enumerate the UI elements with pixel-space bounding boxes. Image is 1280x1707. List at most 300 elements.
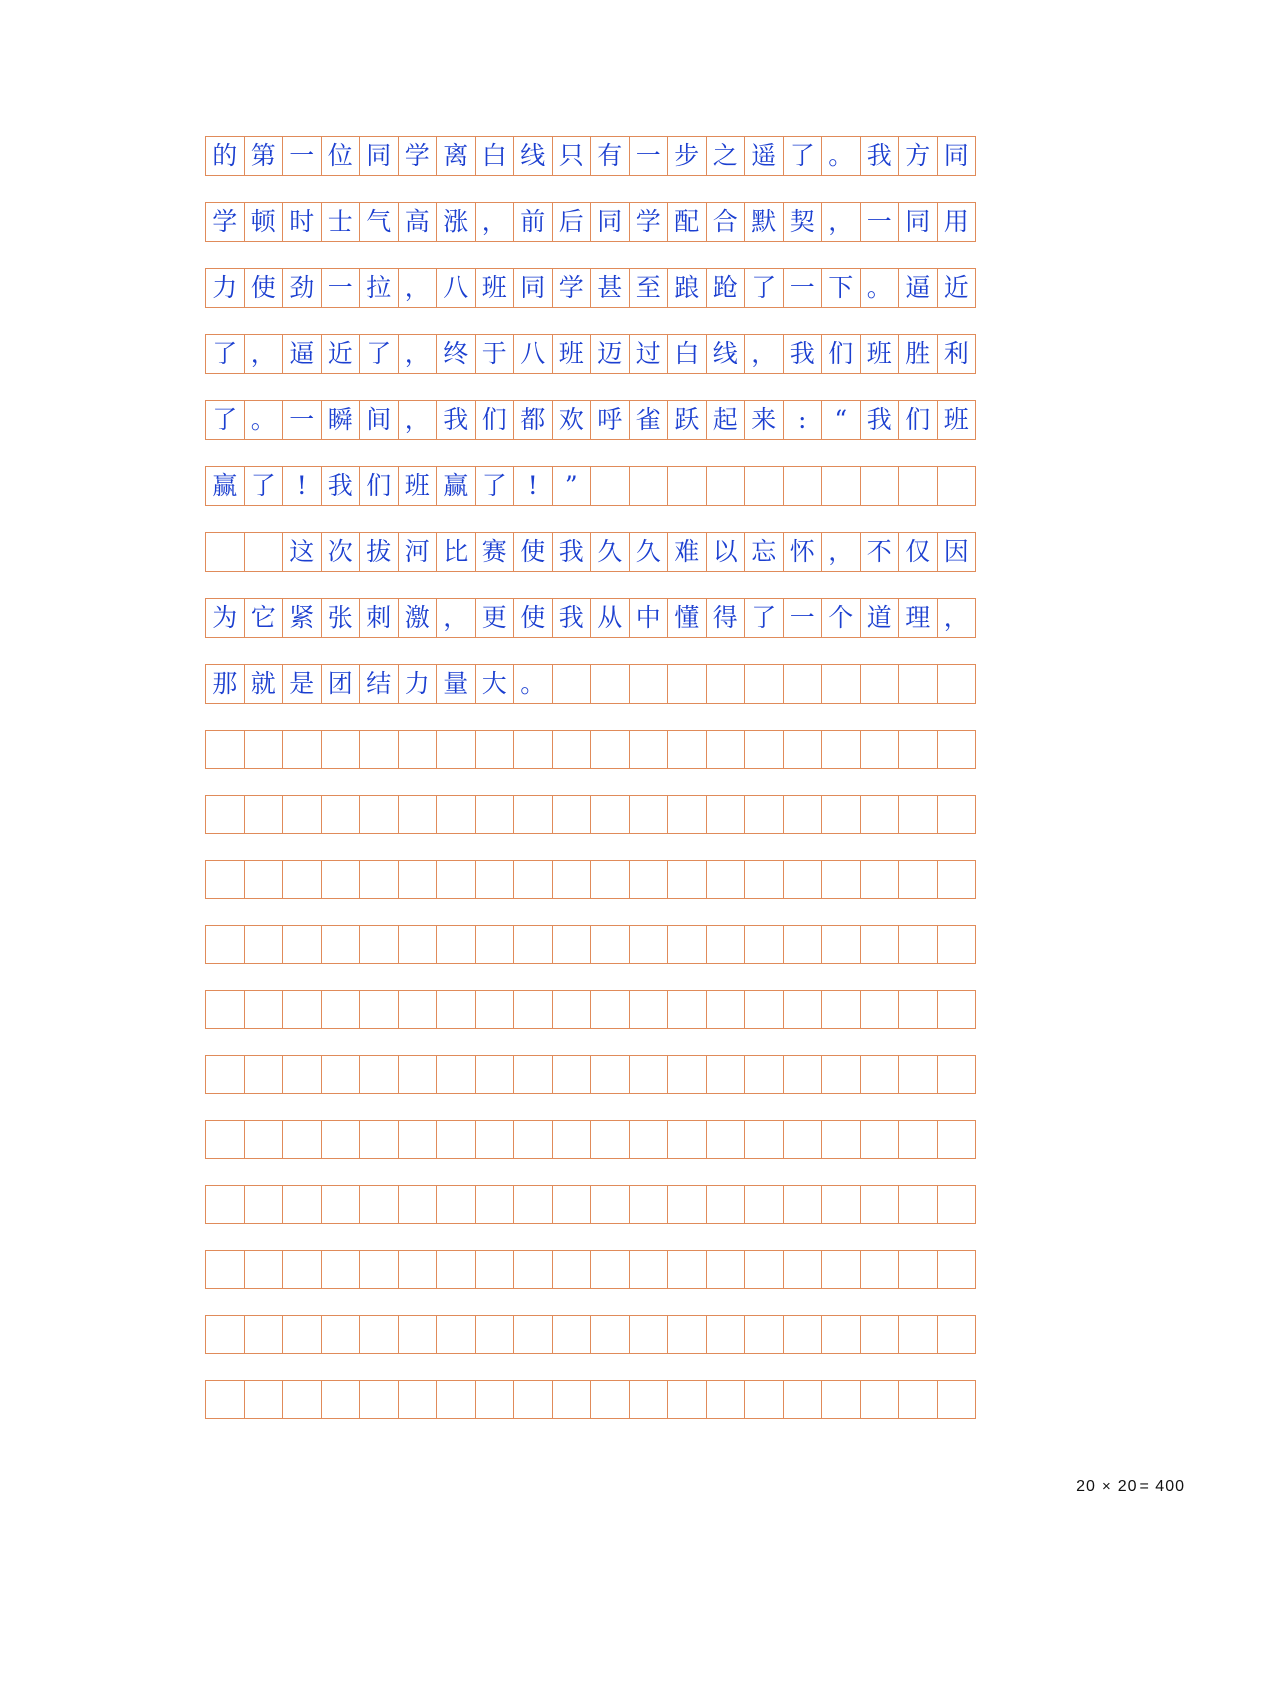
grid-cell-filled[interactable]: 结 — [360, 665, 399, 704]
grid-cell-empty[interactable] — [745, 467, 784, 506]
grid-cell-filled[interactable]: 八 — [437, 269, 476, 308]
grid-cell-empty[interactable] — [745, 926, 784, 964]
grid-cell-empty[interactable] — [321, 1316, 360, 1354]
grid-cell-filled[interactable]: 同 — [899, 203, 938, 242]
grid-cell-filled[interactable]: 的 — [206, 137, 245, 176]
grid-cell-filled[interactable]: ， — [822, 533, 861, 572]
grid-cell-empty[interactable] — [514, 1316, 553, 1354]
grid-cell-filled[interactable]: 班 — [937, 401, 976, 440]
grid-cell-empty[interactable] — [706, 1251, 745, 1289]
grid-cell-empty[interactable] — [745, 731, 784, 769]
grid-cell-filled[interactable]: 合 — [706, 203, 745, 242]
grid-cell-empty[interactable] — [398, 731, 437, 769]
grid-cell-filled[interactable]: 同 — [937, 137, 976, 176]
grid-cell-empty[interactable] — [475, 926, 514, 964]
grid-cell-filled[interactable]: 一 — [321, 269, 360, 308]
grid-cell-filled[interactable]: 线 — [514, 137, 553, 176]
grid-cell-empty[interactable] — [937, 796, 976, 834]
grid-cell-filled[interactable]: ， — [475, 203, 514, 242]
grid-cell-filled[interactable]: 比 — [437, 533, 476, 572]
grid-cell-filled[interactable]: 学 — [552, 269, 591, 308]
grid-cell-filled[interactable]: 了 — [745, 269, 784, 308]
grid-cell-empty[interactable] — [783, 731, 822, 769]
grid-cell-filled[interactable]: 一 — [283, 401, 322, 440]
grid-cell-filled[interactable]: 终 — [437, 335, 476, 374]
grid-cell-empty[interactable] — [591, 926, 630, 964]
grid-cell-empty[interactable] — [283, 796, 322, 834]
grid-cell-empty[interactable] — [514, 1056, 553, 1094]
grid-cell-filled[interactable]: 劲 — [283, 269, 322, 308]
grid-cell-filled[interactable]: 河 — [398, 533, 437, 572]
grid-cell-empty[interactable] — [899, 1056, 938, 1094]
grid-cell-empty[interactable] — [822, 1251, 861, 1289]
grid-cell-empty[interactable] — [899, 1121, 938, 1159]
grid-cell-empty[interactable] — [475, 1121, 514, 1159]
grid-cell-empty[interactable] — [668, 796, 707, 834]
grid-cell-filled[interactable]: 于 — [475, 335, 514, 374]
grid-cell-empty[interactable] — [514, 731, 553, 769]
grid-cell-filled[interactable]: 同 — [591, 203, 630, 242]
grid-cell-filled[interactable]: 近 — [937, 269, 976, 308]
grid-cell-empty[interactable] — [629, 467, 668, 506]
grid-cell-empty[interactable] — [745, 665, 784, 704]
grid-cell-filled[interactable]: 了 — [745, 599, 784, 638]
grid-cell-filled[interactable]: 我 — [437, 401, 476, 440]
grid-cell-empty[interactable] — [206, 1381, 245, 1419]
grid-cell-empty[interactable] — [899, 1381, 938, 1419]
grid-cell-empty[interactable] — [822, 467, 861, 506]
grid-cell-empty[interactable] — [514, 1381, 553, 1419]
grid-cell-filled[interactable]: 学 — [206, 203, 245, 242]
grid-cell-empty[interactable] — [321, 861, 360, 899]
grid-cell-filled[interactable]: 了 — [475, 467, 514, 506]
grid-cell-filled[interactable]: 迈 — [591, 335, 630, 374]
grid-cell-empty[interactable] — [860, 926, 899, 964]
grid-cell-empty[interactable] — [206, 731, 245, 769]
grid-cell-empty[interactable] — [437, 926, 476, 964]
grid-cell-empty[interactable] — [745, 1381, 784, 1419]
grid-cell-filled[interactable]: 得 — [706, 599, 745, 638]
grid-cell-empty[interactable] — [706, 665, 745, 704]
grid-cell-filled[interactable]: 班 — [475, 269, 514, 308]
grid-cell-empty[interactable] — [552, 861, 591, 899]
grid-cell-empty[interactable] — [706, 796, 745, 834]
grid-cell-filled[interactable]: 中 — [629, 599, 668, 638]
grid-cell-filled[interactable]: 仅 — [899, 533, 938, 572]
grid-cell-filled[interactable]: 同 — [514, 269, 553, 308]
grid-cell-empty[interactable] — [398, 861, 437, 899]
grid-cell-empty[interactable] — [206, 796, 245, 834]
grid-cell-filled[interactable]: 同 — [360, 137, 399, 176]
grid-cell-empty[interactable] — [437, 1186, 476, 1224]
grid-cell-empty[interactable] — [783, 1251, 822, 1289]
grid-cell-empty[interactable] — [783, 467, 822, 506]
grid-cell-empty[interactable] — [475, 1056, 514, 1094]
grid-cell-empty[interactable] — [591, 1316, 630, 1354]
grid-cell-filled[interactable]: 拉 — [360, 269, 399, 308]
grid-cell-filled[interactable]: 高 — [398, 203, 437, 242]
grid-cell-empty[interactable] — [360, 991, 399, 1029]
grid-cell-empty[interactable] — [937, 665, 976, 704]
grid-cell-empty[interactable] — [706, 731, 745, 769]
grid-cell-empty[interactable] — [437, 1056, 476, 1094]
grid-cell-filled[interactable]: 近 — [321, 335, 360, 374]
grid-cell-filled[interactable]: 了 — [360, 335, 399, 374]
grid-cell-empty[interactable] — [629, 991, 668, 1029]
grid-cell-empty[interactable] — [629, 1056, 668, 1094]
grid-cell-empty[interactable] — [552, 1316, 591, 1354]
grid-cell-empty[interactable] — [706, 991, 745, 1029]
grid-cell-filled[interactable]: 。 — [244, 401, 283, 440]
grid-cell-filled[interactable]: 契 — [783, 203, 822, 242]
grid-cell-empty[interactable] — [514, 1186, 553, 1224]
grid-cell-filled[interactable]: 雀 — [629, 401, 668, 440]
grid-cell-empty[interactable] — [822, 861, 861, 899]
grid-cell-empty[interactable] — [437, 1121, 476, 1159]
grid-cell-empty[interactable] — [244, 731, 283, 769]
grid-cell-empty[interactable] — [360, 731, 399, 769]
grid-cell-empty[interactable] — [860, 796, 899, 834]
grid-cell-empty[interactable] — [668, 1121, 707, 1159]
grid-cell-empty[interactable] — [360, 1381, 399, 1419]
grid-cell-filled[interactable]: 久 — [629, 533, 668, 572]
grid-cell-empty[interactable] — [398, 991, 437, 1029]
grid-cell-filled[interactable]: 一 — [283, 137, 322, 176]
grid-cell-filled[interactable]: 团 — [321, 665, 360, 704]
grid-cell-empty[interactable] — [937, 991, 976, 1029]
grid-cell-filled[interactable]: 遥 — [745, 137, 784, 176]
grid-cell-filled[interactable]: 使 — [514, 599, 553, 638]
grid-cell-empty[interactable] — [860, 1056, 899, 1094]
grid-cell-empty[interactable] — [437, 991, 476, 1029]
grid-cell-empty[interactable] — [398, 1056, 437, 1094]
grid-cell-filled[interactable]: 班 — [860, 335, 899, 374]
grid-cell-empty[interactable] — [283, 861, 322, 899]
grid-cell-empty[interactable] — [899, 926, 938, 964]
grid-cell-filled[interactable]: 配 — [668, 203, 707, 242]
grid-cell-filled[interactable]: 班 — [398, 467, 437, 506]
grid-cell-filled[interactable]: 甚 — [591, 269, 630, 308]
grid-cell-empty[interactable] — [629, 861, 668, 899]
grid-cell-empty[interactable] — [206, 1056, 245, 1094]
grid-cell-empty[interactable] — [206, 533, 245, 572]
grid-cell-empty[interactable] — [706, 467, 745, 506]
grid-cell-filled[interactable]: 一 — [629, 137, 668, 176]
grid-cell-filled[interactable]: 忘 — [745, 533, 784, 572]
grid-cell-empty[interactable] — [629, 926, 668, 964]
grid-cell-empty[interactable] — [552, 1251, 591, 1289]
grid-cell-empty[interactable] — [822, 991, 861, 1029]
grid-cell-filled[interactable]: 以 — [706, 533, 745, 572]
grid-cell-empty[interactable] — [360, 796, 399, 834]
grid-cell-empty[interactable] — [706, 861, 745, 899]
grid-cell-empty[interactable] — [591, 991, 630, 1029]
grid-cell-filled[interactable]: 怀 — [783, 533, 822, 572]
grid-cell-filled[interactable]: 久 — [591, 533, 630, 572]
grid-cell-filled[interactable]: ， — [437, 599, 476, 638]
grid-cell-filled[interactable]: 为 — [206, 599, 245, 638]
grid-cell-empty[interactable] — [899, 1251, 938, 1289]
grid-cell-empty[interactable] — [283, 1121, 322, 1159]
grid-cell-empty[interactable] — [937, 861, 976, 899]
grid-cell-empty[interactable] — [475, 1381, 514, 1419]
grid-cell-filled[interactable]: 位 — [321, 137, 360, 176]
grid-cell-filled[interactable]: 懂 — [668, 599, 707, 638]
grid-cell-empty[interactable] — [283, 991, 322, 1029]
grid-cell-empty[interactable] — [629, 796, 668, 834]
grid-cell-empty[interactable] — [822, 665, 861, 704]
grid-cell-empty[interactable] — [822, 731, 861, 769]
grid-cell-empty[interactable] — [591, 1056, 630, 1094]
grid-cell-filled[interactable]: 就 — [244, 665, 283, 704]
grid-cell-filled[interactable]: 我 — [783, 335, 822, 374]
grid-cell-empty[interactable] — [745, 1186, 784, 1224]
grid-cell-empty[interactable] — [552, 1056, 591, 1094]
grid-cell-empty[interactable] — [437, 1381, 476, 1419]
grid-cell-empty[interactable] — [860, 665, 899, 704]
grid-cell-empty[interactable] — [244, 1251, 283, 1289]
grid-cell-empty[interactable] — [629, 731, 668, 769]
grid-cell-filled[interactable]: 间 — [360, 401, 399, 440]
grid-cell-empty[interactable] — [591, 861, 630, 899]
grid-cell-empty[interactable] — [783, 796, 822, 834]
grid-cell-empty[interactable] — [783, 861, 822, 899]
grid-cell-empty[interactable] — [591, 1121, 630, 1159]
grid-cell-filled[interactable]: 来 — [745, 401, 784, 440]
grid-cell-empty[interactable] — [745, 1121, 784, 1159]
grid-cell-empty[interactable] — [668, 1186, 707, 1224]
grid-cell-filled[interactable]: 那 — [206, 665, 245, 704]
grid-cell-empty[interactable] — [822, 796, 861, 834]
grid-cell-empty[interactable] — [206, 926, 245, 964]
grid-cell-empty[interactable] — [552, 1186, 591, 1224]
grid-cell-empty[interactable] — [437, 1316, 476, 1354]
grid-cell-empty[interactable] — [937, 467, 976, 506]
grid-cell-empty[interactable] — [321, 1186, 360, 1224]
grid-cell-empty[interactable] — [244, 926, 283, 964]
grid-cell-empty[interactable] — [360, 1251, 399, 1289]
grid-cell-empty[interactable] — [899, 665, 938, 704]
grid-cell-filled[interactable]: 张 — [321, 599, 360, 638]
grid-cell-filled[interactable]: 一 — [860, 203, 899, 242]
grid-cell-empty[interactable] — [706, 1381, 745, 1419]
grid-cell-filled[interactable]: 赛 — [475, 533, 514, 572]
grid-cell-filled[interactable]: 学 — [629, 203, 668, 242]
grid-cell-empty[interactable] — [552, 731, 591, 769]
grid-cell-empty[interactable] — [860, 731, 899, 769]
grid-cell-filled[interactable]: ， — [822, 203, 861, 242]
grid-cell-empty[interactable] — [321, 1381, 360, 1419]
grid-cell-filled[interactable]: 们 — [822, 335, 861, 374]
grid-cell-filled[interactable]: 第 — [244, 137, 283, 176]
grid-cell-empty[interactable] — [321, 1121, 360, 1159]
grid-cell-filled[interactable]: 都 — [514, 401, 553, 440]
grid-cell-empty[interactable] — [822, 1121, 861, 1159]
grid-cell-empty[interactable] — [437, 796, 476, 834]
grid-cell-filled[interactable]: ， — [398, 269, 437, 308]
grid-cell-filled[interactable]: 使 — [244, 269, 283, 308]
grid-cell-empty[interactable] — [475, 1316, 514, 1354]
grid-cell-empty[interactable] — [283, 1251, 322, 1289]
grid-cell-filled[interactable]: 。 — [860, 269, 899, 308]
grid-cell-filled[interactable]: 只 — [552, 137, 591, 176]
grid-cell-filled[interactable]: 次 — [321, 533, 360, 572]
grid-cell-empty[interactable] — [745, 1056, 784, 1094]
grid-cell-filled[interactable]: 欢 — [552, 401, 591, 440]
grid-cell-empty[interactable] — [437, 1251, 476, 1289]
grid-cell-filled[interactable]: 学 — [398, 137, 437, 176]
grid-cell-empty[interactable] — [398, 1316, 437, 1354]
grid-cell-empty[interactable] — [244, 1316, 283, 1354]
grid-cell-empty[interactable] — [360, 1186, 399, 1224]
grid-cell-filled[interactable]: 了 — [206, 401, 245, 440]
grid-cell-filled[interactable]: ， — [244, 335, 283, 374]
grid-cell-filled[interactable]: 们 — [360, 467, 399, 506]
grid-cell-empty[interactable] — [899, 796, 938, 834]
grid-cell-empty[interactable] — [937, 1186, 976, 1224]
grid-cell-empty[interactable] — [668, 1251, 707, 1289]
grid-cell-empty[interactable] — [398, 926, 437, 964]
grid-cell-filled[interactable]: 胜 — [899, 335, 938, 374]
grid-cell-empty[interactable] — [629, 665, 668, 704]
grid-cell-filled[interactable]: 。 — [514, 665, 553, 704]
grid-cell-filled[interactable]: 量 — [437, 665, 476, 704]
grid-cell-empty[interactable] — [244, 1381, 283, 1419]
grid-cell-empty[interactable] — [514, 861, 553, 899]
grid-cell-empty[interactable] — [552, 1121, 591, 1159]
grid-cell-filled[interactable]: 八 — [514, 335, 553, 374]
grid-cell-filled[interactable]: 我 — [860, 137, 899, 176]
grid-cell-filled[interactable]: 们 — [475, 401, 514, 440]
grid-cell-filled[interactable]: 逼 — [283, 335, 322, 374]
grid-cell-empty[interactable] — [860, 1251, 899, 1289]
grid-cell-empty[interactable] — [244, 796, 283, 834]
grid-cell-empty[interactable] — [822, 1381, 861, 1419]
grid-cell-empty[interactable] — [244, 861, 283, 899]
grid-cell-empty[interactable] — [475, 796, 514, 834]
grid-cell-empty[interactable] — [552, 926, 591, 964]
grid-cell-empty[interactable] — [514, 796, 553, 834]
grid-cell-empty[interactable] — [899, 991, 938, 1029]
grid-cell-empty[interactable] — [937, 731, 976, 769]
grid-cell-filled[interactable]: 不 — [860, 533, 899, 572]
grid-cell-empty[interactable] — [591, 1381, 630, 1419]
grid-cell-empty[interactable] — [591, 467, 630, 506]
grid-cell-empty[interactable] — [745, 796, 784, 834]
grid-cell-empty[interactable] — [629, 1121, 668, 1159]
grid-cell-empty[interactable] — [206, 1121, 245, 1159]
grid-cell-empty[interactable] — [552, 1381, 591, 1419]
grid-cell-empty[interactable] — [745, 1251, 784, 1289]
grid-cell-empty[interactable] — [937, 1121, 976, 1159]
grid-cell-filled[interactable]: 默 — [745, 203, 784, 242]
grid-cell-empty[interactable] — [860, 1381, 899, 1419]
grid-cell-filled[interactable]: 用 — [937, 203, 976, 242]
grid-cell-filled[interactable]: 赢 — [206, 467, 245, 506]
grid-cell-filled[interactable]: 我 — [860, 401, 899, 440]
grid-cell-empty[interactable] — [591, 665, 630, 704]
grid-cell-empty[interactable] — [668, 1381, 707, 1419]
grid-cell-filled[interactable]: 起 — [706, 401, 745, 440]
grid-cell-empty[interactable] — [398, 1186, 437, 1224]
grid-cell-filled[interactable]: 赢 — [437, 467, 476, 506]
grid-cell-empty[interactable] — [321, 731, 360, 769]
grid-cell-empty[interactable] — [244, 1121, 283, 1159]
grid-cell-empty[interactable] — [475, 1251, 514, 1289]
grid-cell-filled[interactable]: 下 — [822, 269, 861, 308]
grid-cell-empty[interactable] — [591, 1186, 630, 1224]
grid-cell-filled[interactable]: ， — [398, 401, 437, 440]
grid-cell-filled[interactable]: 顿 — [244, 203, 283, 242]
grid-cell-filled[interactable]: 之 — [706, 137, 745, 176]
grid-cell-filled[interactable]: ! — [514, 467, 553, 506]
grid-cell-empty[interactable] — [360, 861, 399, 899]
grid-cell-filled[interactable]: “ — [822, 401, 861, 440]
grid-cell-empty[interactable] — [552, 665, 591, 704]
grid-cell-filled[interactable]: ” — [552, 467, 591, 506]
grid-cell-empty[interactable] — [668, 926, 707, 964]
grid-cell-empty[interactable] — [899, 731, 938, 769]
grid-cell-empty[interactable] — [283, 1316, 322, 1354]
grid-cell-empty[interactable] — [899, 861, 938, 899]
grid-cell-empty[interactable] — [206, 1251, 245, 1289]
grid-cell-empty[interactable] — [514, 1251, 553, 1289]
grid-cell-empty[interactable] — [783, 1186, 822, 1224]
grid-cell-filled[interactable]: 大 — [475, 665, 514, 704]
grid-cell-empty[interactable] — [514, 1121, 553, 1159]
grid-cell-empty[interactable] — [822, 1316, 861, 1354]
grid-cell-filled[interactable]: 时 — [283, 203, 322, 242]
grid-cell-empty[interactable] — [937, 1316, 976, 1354]
grid-cell-empty[interactable] — [668, 1056, 707, 1094]
grid-cell-filled[interactable]: 力 — [398, 665, 437, 704]
grid-cell-filled[interactable]: 力 — [206, 269, 245, 308]
grid-cell-empty[interactable] — [860, 467, 899, 506]
grid-cell-filled[interactable]: ! — [283, 467, 322, 506]
grid-cell-empty[interactable] — [937, 926, 976, 964]
grid-cell-filled[interactable]: 线 — [706, 335, 745, 374]
grid-cell-filled[interactable]: 了 — [783, 137, 822, 176]
grid-cell-filled[interactable]: 士 — [321, 203, 360, 242]
grid-cell-empty[interactable] — [629, 1251, 668, 1289]
grid-cell-filled[interactable]: 拔 — [360, 533, 399, 572]
grid-cell-empty[interactable] — [783, 1121, 822, 1159]
grid-cell-filled[interactable]: 我 — [552, 533, 591, 572]
grid-cell-filled[interactable]: 离 — [437, 137, 476, 176]
grid-cell-empty[interactable] — [899, 1316, 938, 1354]
grid-cell-empty[interactable] — [783, 1056, 822, 1094]
grid-cell-filled[interactable]: 它 — [244, 599, 283, 638]
grid-cell-empty[interactable] — [360, 1316, 399, 1354]
grid-cell-empty[interactable] — [283, 1056, 322, 1094]
grid-cell-empty[interactable] — [206, 1316, 245, 1354]
grid-cell-filled[interactable]: 。 — [822, 137, 861, 176]
grid-cell-filled[interactable]: 过 — [629, 335, 668, 374]
grid-cell-empty[interactable] — [745, 1316, 784, 1354]
grid-cell-empty[interactable] — [860, 861, 899, 899]
grid-cell-empty[interactable] — [783, 991, 822, 1029]
grid-cell-filled[interactable]: 一 — [783, 599, 822, 638]
grid-cell-filled[interactable]: ， — [745, 335, 784, 374]
grid-cell-empty[interactable] — [360, 1121, 399, 1159]
grid-cell-empty[interactable] — [398, 1251, 437, 1289]
grid-cell-filled[interactable]: 一 — [783, 269, 822, 308]
grid-cell-empty[interactable] — [937, 1381, 976, 1419]
grid-cell-filled[interactable]: 激 — [398, 599, 437, 638]
grid-cell-empty[interactable] — [398, 796, 437, 834]
grid-cell-empty[interactable] — [860, 1186, 899, 1224]
grid-cell-empty[interactable] — [860, 1316, 899, 1354]
